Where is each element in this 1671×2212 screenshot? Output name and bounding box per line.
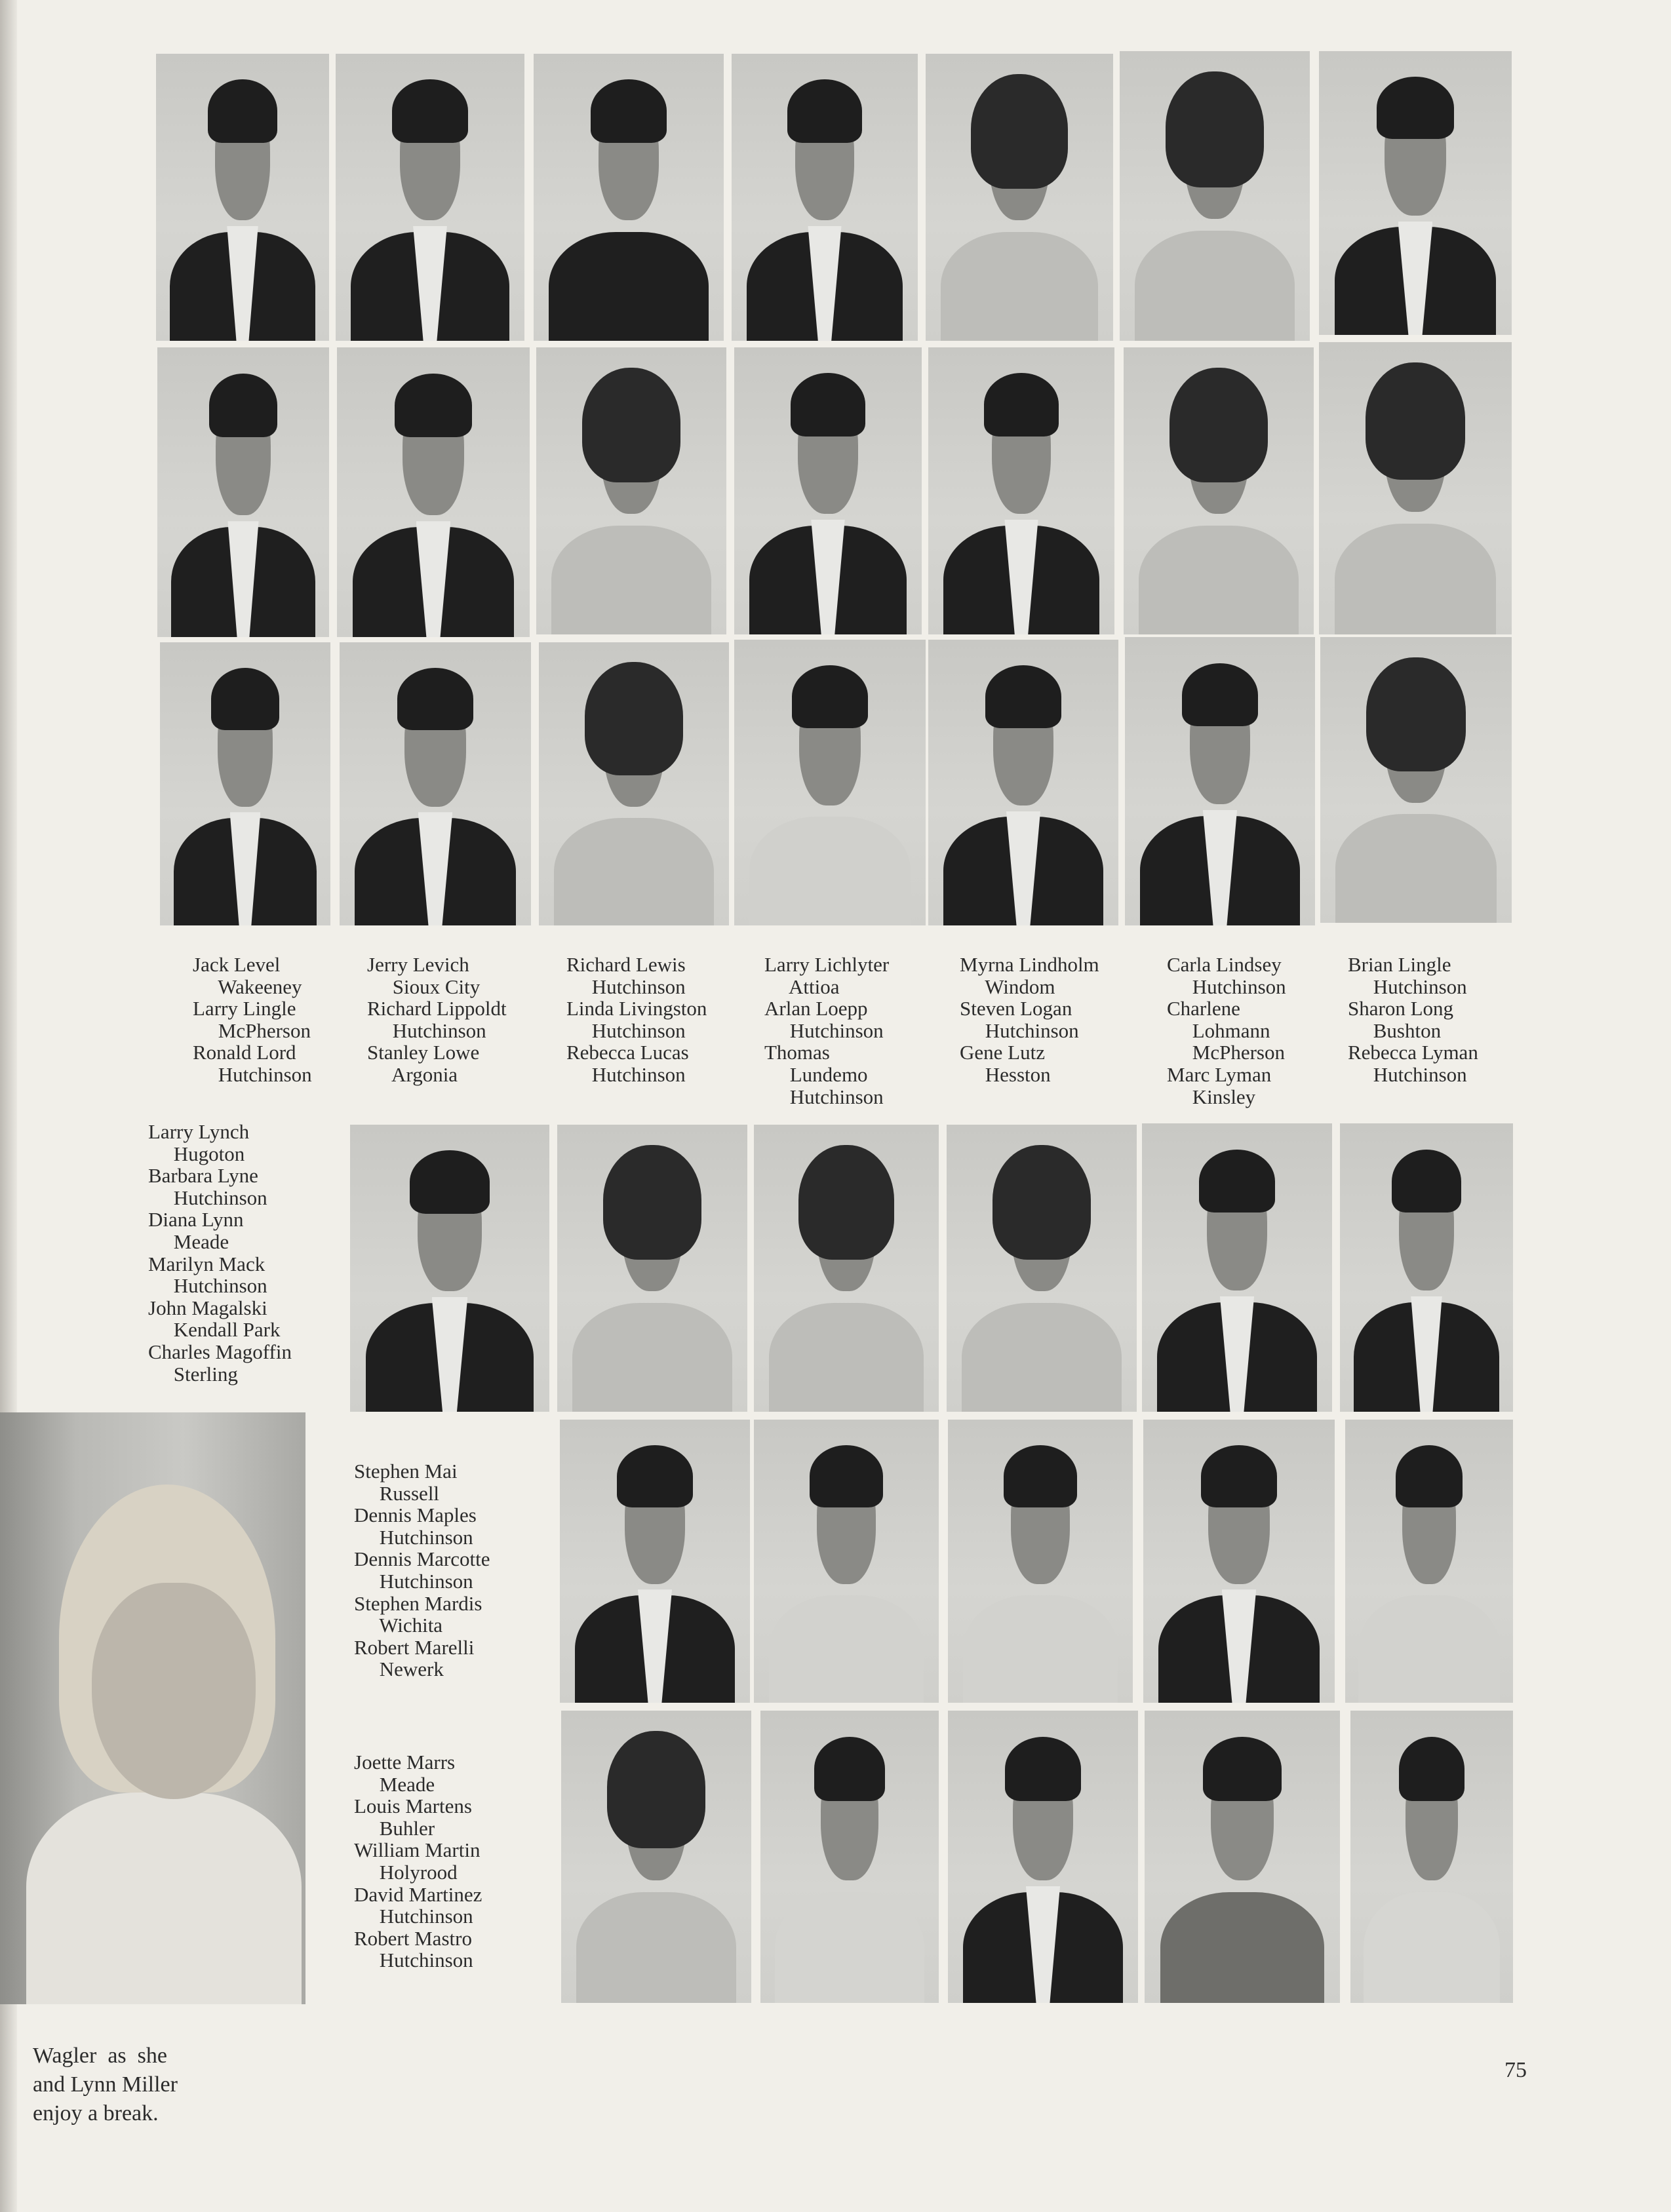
portrait-arlan-loepp <box>734 347 922 634</box>
portrait-charles-magoffin <box>1340 1123 1513 1412</box>
portrait-jerry-levich <box>336 54 524 341</box>
portrait-richard-lewis <box>534 54 724 341</box>
portrait-ronald-lord <box>160 642 330 925</box>
caption-column-4: Larry Lichlyter Attioa Arlan Loepp Hutchinson Thomas Lundemo Hutchinson <box>764 953 890 1108</box>
page-number: 75 <box>1504 2058 1527 2082</box>
portrait-gene-lutz <box>928 640 1118 925</box>
portrait-stanley-lowe <box>340 642 531 925</box>
portrait-john-magalski <box>1142 1123 1332 1412</box>
portrait-dennis-maples <box>754 1420 939 1703</box>
portrait-robert-mastro <box>1350 1711 1513 2003</box>
portrait-robert-marelli <box>1345 1420 1513 1703</box>
feature-photo-caption: Wagler as she and Lynn Miller enjoy a break. <box>33 2044 178 2125</box>
portrait-larry-lingle <box>157 347 329 637</box>
portrait-stephen-mardis <box>1143 1420 1335 1703</box>
portrait-jack-level <box>156 54 329 341</box>
portrait-thomas-lundemo <box>734 640 926 925</box>
portrait-rebecca-lucas <box>539 642 729 925</box>
caption-column-6: Carla Lindsey Hutchinson Charlene Lohmann McPherson Marc Lyman Kinsley <box>1167 953 1286 1108</box>
caption-column-7: Brian Lingle Hutchinson Sharon Long Bushton Rebecca Lyman Hutchinson <box>1348 953 1478 1086</box>
portrait-brian-lingle <box>1319 51 1512 335</box>
portrait-steven-logan <box>928 347 1114 634</box>
portrait-william-martin <box>948 1711 1138 2003</box>
names-list-row-5: Stephen Mai Russell Dennis Maples Hutchinson Dennis Marcotte Hutchinson Stephen Mardis Wichita Robert Marelli Newerk <box>354 1460 490 1681</box>
portrait-larry-lichlyter <box>732 54 918 341</box>
caption-column-1: Jack Level Wakeeney Larry Lingle McPherson Ronald Lord Hutchinson <box>193 953 312 1086</box>
portrait-stephen-mai <box>560 1420 750 1703</box>
caption-column-2: Jerry Levich Sioux City Richard Lippoldt Hutchinson Stanley Lowe Argonia <box>367 953 507 1086</box>
names-list-row-6: Joette Marrs Meade Louis Martens Buhler William Martin Holyrood David Martinez Hutchinson Robert Mastro Hutchinson <box>354 1751 482 1972</box>
names-list-row-4: Larry Lynch Hugoton Barbara Lyne Hutchinson Diana Lynn Meade Marilyn Mack Hutchinson John Magalski Kendall Park Charles Magoffin Sterling <box>148 1120 292 1386</box>
portrait-david-martinez <box>1145 1711 1340 2003</box>
portrait-charlene-lohmann <box>1124 347 1314 634</box>
portrait-sharon-long <box>1319 342 1512 634</box>
candid-feature-photo <box>0 1412 305 2004</box>
portrait-linda-livingston <box>536 347 726 634</box>
portrait-rebecca-lyman <box>1320 637 1512 923</box>
portrait-dennis-marcotte <box>948 1420 1133 1703</box>
portrait-richard-lippoldt <box>337 347 530 637</box>
caption-column-3: Richard Lewis Hutchinson Linda Livingston Hutchinson Rebecca Lucas Hutchinson <box>566 953 707 1086</box>
portrait-barbara-lyne <box>557 1125 747 1412</box>
portrait-larry-lynch <box>350 1125 549 1412</box>
caption-column-5: Myrna Lindholm Windom Steven Logan Hutchinson Gene Lutz Hesston <box>960 953 1099 1086</box>
portrait-marc-lyman <box>1125 637 1315 925</box>
portrait-carla-lindsey <box>1120 51 1310 341</box>
portrait-myrna-lindholm <box>926 54 1113 341</box>
portrait-louis-martens <box>760 1711 939 2003</box>
portrait-joette-marrs <box>561 1711 751 2003</box>
portrait-marilyn-mack <box>947 1125 1137 1412</box>
portrait-diana-lynn <box>754 1125 939 1412</box>
